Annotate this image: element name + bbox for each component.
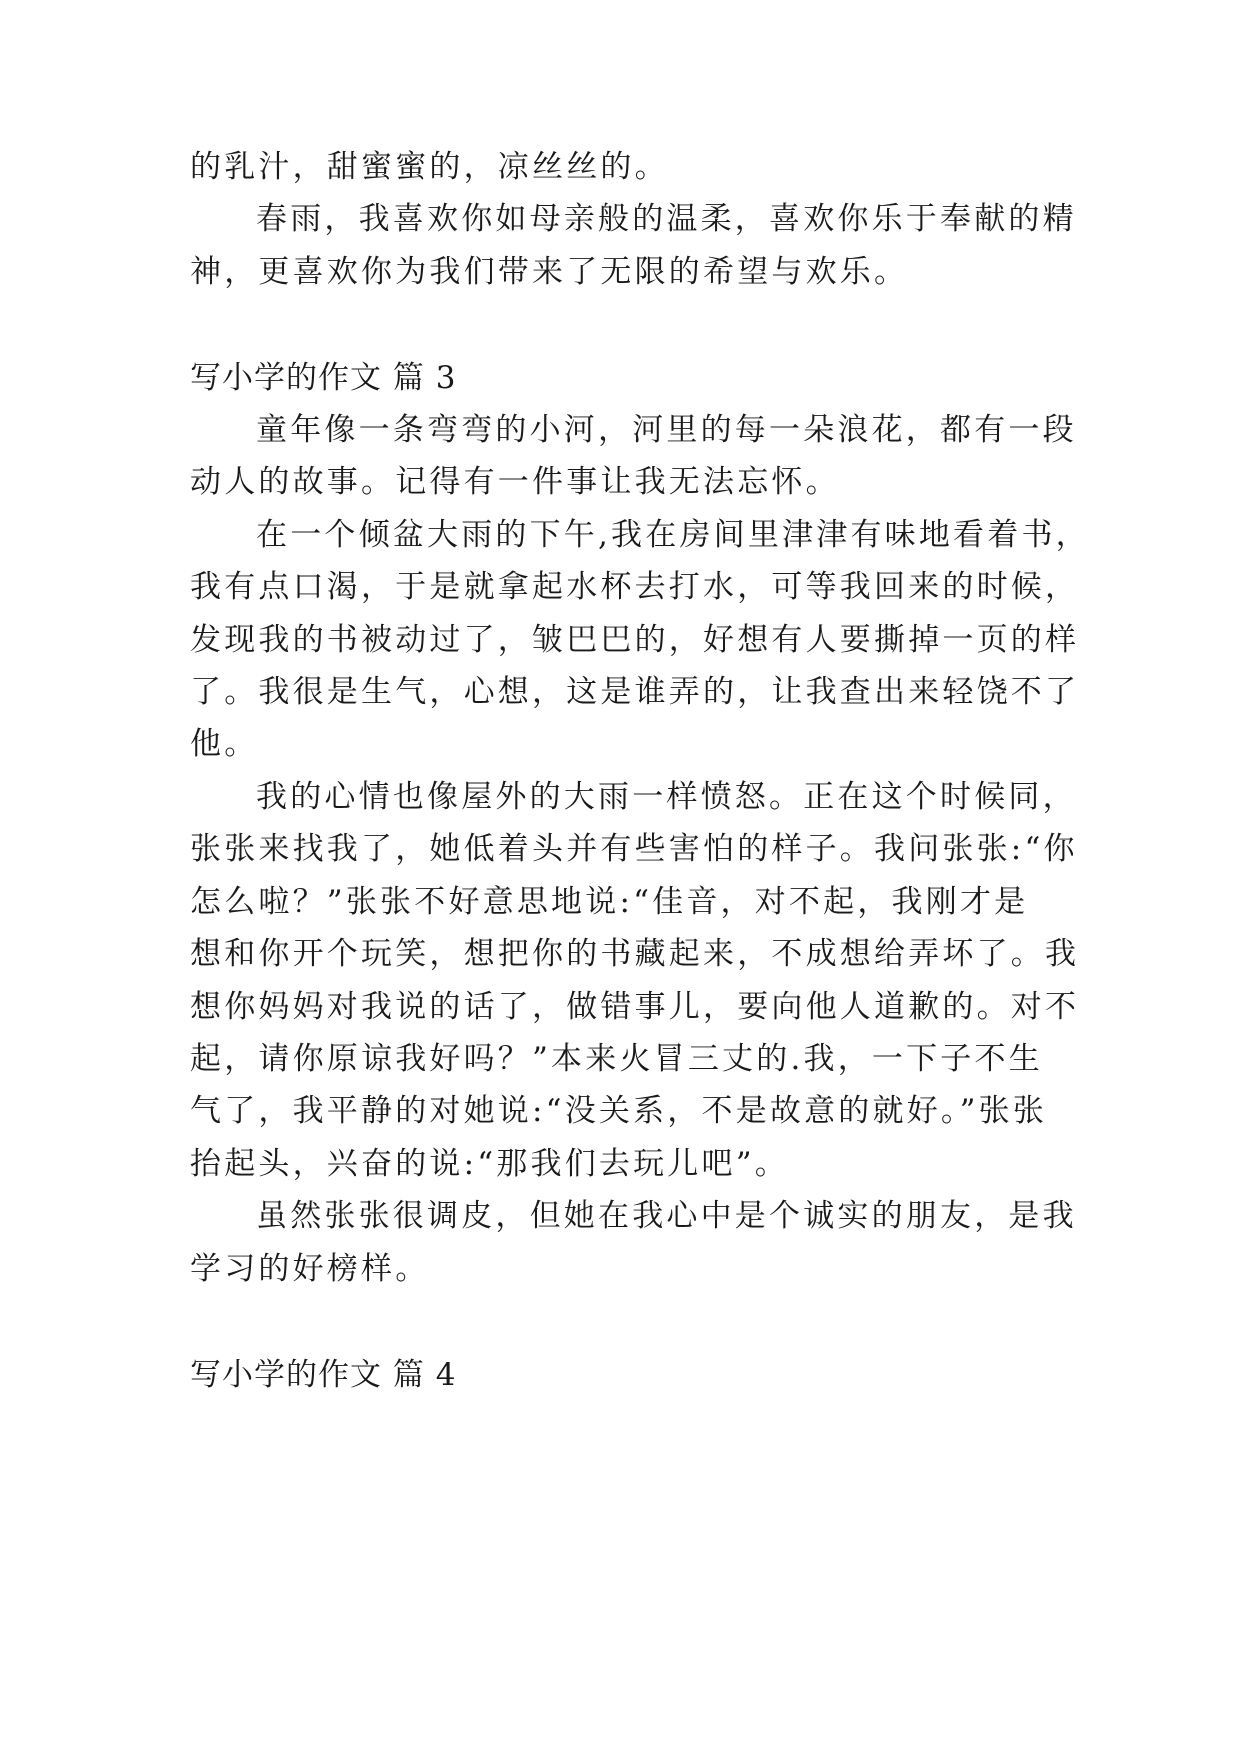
- section-heading: 写小学的作文 篇 3: [190, 360, 457, 396]
- section-heading: 写小学的作文 篇 4: [190, 1357, 457, 1393]
- text-line: 想你妈妈对我说的话了，做错事儿，要向他人道歉的。对不: [190, 989, 1080, 1025]
- text-line: 发现我的书被动过了，皱巴巴的，好想有人要撕掉一页的样: [190, 622, 1080, 658]
- text-line: 抬起头，兴奋的说:“那我们去玩儿吧”。: [190, 1146, 789, 1182]
- text-line: 想和你开个玩笑，想把你的书藏起来，不成想给弄坏了。我: [190, 936, 1080, 972]
- text-line: 气了，我平静的对她说:“没关系，不是故意的就好。”张张: [190, 1093, 1048, 1129]
- text-line: 起，请你原谅我好吗？”本来火冒三丈的.我，一下子不生: [190, 1041, 1043, 1077]
- paragraph-start: 在一个倾盆大雨的下午,我在房间里津津有味地看着书，: [256, 517, 1090, 553]
- text-line: 张张来找我了，她低着头并有些害怕的样子。我问张张:“你: [190, 831, 1078, 867]
- paragraph-start: 虽然张张很调皮，但她在我心中是个诚实的朋友，是我: [256, 1198, 1077, 1234]
- text-line: 他。: [190, 726, 259, 762]
- paragraph-start: 我的心情也像屋外的大雨一样愤怒。正在这个时候同，: [256, 779, 1077, 815]
- text-line: 怎么啦？”张张不好意思地说:“佳音，对不起，我刚才是: [190, 884, 1029, 920]
- text-line: 的乳汁，甜蜜蜜的，凉丝丝的。: [190, 149, 669, 185]
- text-line: 动人的故事。记得有一件事让我无法忘怀。: [190, 464, 840, 500]
- paragraph-start: 春雨，我喜欢你如母亲般的温柔，喜欢你乐于奉献的精: [256, 201, 1077, 237]
- paragraph-start: 童年像一条弯弯的小河，河里的每一朵浪花，都有一段: [256, 412, 1077, 448]
- text-line: 学习的好榜样。: [190, 1251, 430, 1287]
- text-line: 了。我很是生气，心想，这是谁弄的，让我查出来轻饶不了: [190, 674, 1080, 710]
- text-line: 神，更喜欢你为我们带来了无限的希望与欢乐。: [190, 254, 909, 290]
- text-line: 我有点口渴，于是就拿起水杯去打水，可等我回来的时候，: [190, 569, 1080, 605]
